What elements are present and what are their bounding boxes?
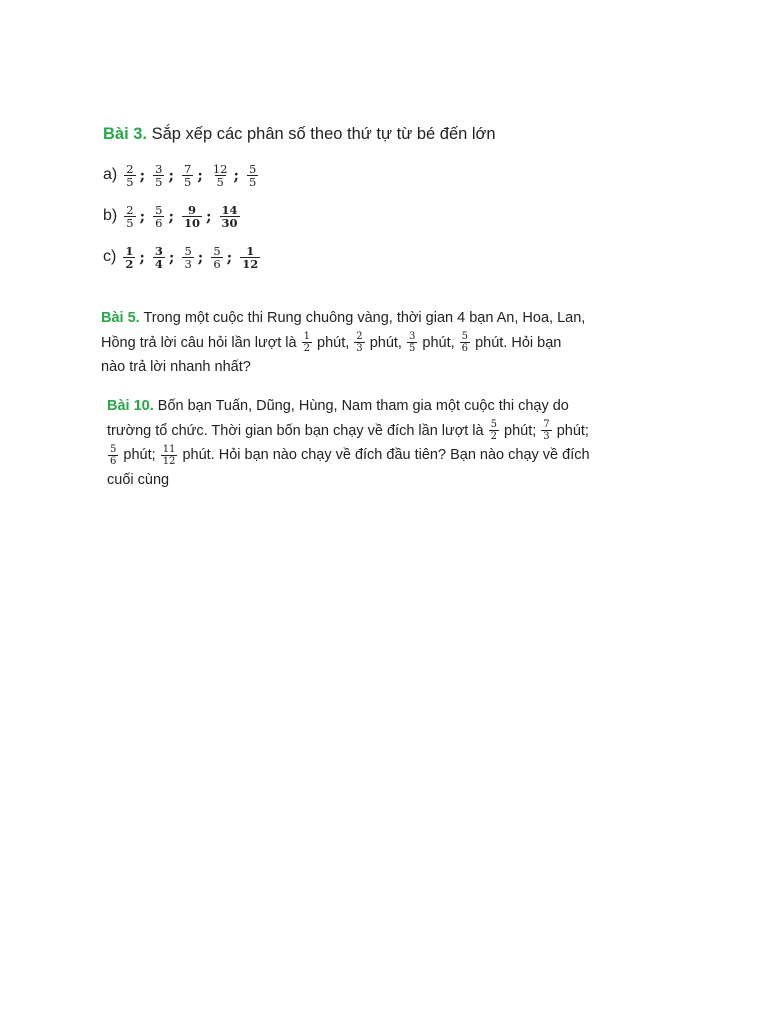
fraction-item (152, 245, 182, 270)
numerator: 3 (154, 243, 163, 258)
separator: ; (139, 166, 146, 184)
fraction (153, 163, 164, 188)
denominator: 30 (221, 215, 238, 230)
fraction: $\frac{5}{6}$ (461, 331, 469, 355)
numerator: 9 (187, 202, 196, 217)
numerator: 1 (246, 243, 255, 258)
denominator: 2 (125, 256, 134, 271)
numerator: 5 (155, 202, 163, 217)
fraction: $\frac{11}{12}$ (162, 443, 176, 467)
fraction-item (122, 245, 152, 270)
numerator: 1 (125, 243, 134, 258)
fraction (182, 204, 202, 229)
fraction-item (210, 163, 246, 188)
row-label: a) (103, 166, 118, 183)
fraction: $\frac{5}{6}$ (110, 443, 117, 467)
fraction (182, 163, 193, 188)
problem-5-text-segment: phút. Hỏi bạn (471, 334, 562, 351)
problem-10-line4: cuối cùng (107, 471, 170, 488)
problem-5-line1: Trong một cuộc thi Rung chuông vàng, thời gian 4 bạn An, Hoa, Lan, (139, 310, 586, 326)
numerator: 5 (249, 161, 257, 176)
numerator: 2 (126, 202, 134, 217)
fraction-item (239, 245, 271, 270)
fraction-row (103, 201, 603, 231)
fraction-row (103, 242, 603, 272)
fraction (123, 245, 135, 270)
denominator: 5 (126, 215, 134, 230)
denominator: 10 (183, 215, 200, 230)
denominator: 6 (213, 256, 221, 271)
fraction-item (123, 163, 152, 188)
problem-3-heading (103, 122, 603, 146)
problem-5-line3: nào trả lời nhanh nhất? (101, 359, 251, 375)
numerator: 2 (126, 161, 134, 176)
row-label: c) (103, 248, 117, 265)
problem-10-text-segment: phút; (499, 422, 541, 439)
separator: ; (168, 207, 174, 225)
numerator: 5 (184, 243, 192, 258)
problem-10-text-segment: phút; (552, 422, 589, 439)
denominator: 5 (249, 174, 257, 189)
problem-10-text (107, 394, 603, 492)
fraction-item (181, 204, 219, 229)
fraction-item (246, 163, 269, 188)
fraction: $\frac{7}{3}$ (543, 419, 550, 443)
problem-10-line1: Bốn bạn Tuấn, Dũng, Hùng, Nam tham gia một cuộc thi chạy do (153, 398, 569, 414)
fraction (153, 204, 164, 229)
numerator: 3 (155, 161, 163, 176)
numerator: 12 (212, 161, 228, 176)
fraction (211, 245, 222, 270)
separator: ; (226, 248, 233, 266)
denominator: 5 (155, 174, 163, 189)
fraction-item (152, 163, 181, 188)
fraction: $\frac{5}{2}$ (490, 419, 497, 443)
separator: ; (168, 166, 174, 184)
denominator: 6 (155, 215, 163, 230)
separator: ; (233, 166, 240, 184)
fraction-item (219, 204, 251, 229)
separator: ; (139, 207, 146, 225)
row-label: b) (103, 207, 118, 224)
fraction (247, 163, 258, 188)
separator: ; (197, 166, 203, 184)
fraction-item (181, 163, 210, 188)
fraction (153, 245, 165, 270)
fraction-row (103, 160, 603, 190)
problem-5-text-segment: phút, (365, 334, 406, 351)
problem-5-text-segment: phút, (312, 334, 354, 351)
denominator: 4 (154, 256, 163, 271)
problem-3-rows (103, 160, 603, 272)
fraction: $\frac{2}{3}$ (356, 331, 363, 355)
fraction (220, 204, 240, 229)
problem-3-title: Sắp xếp các phân số theo thứ tự từ bé đến lớn (147, 125, 496, 143)
denominator: 5 (126, 174, 134, 189)
problem-5-line2-prefix: Hồng trả lời câu hỏi lần lượt là (101, 334, 301, 351)
numerator: 7 (183, 161, 192, 176)
fraction (182, 245, 193, 270)
denominator: 3 (184, 256, 192, 271)
problem-10 (107, 394, 603, 492)
denominator: 5 (183, 174, 192, 189)
fraction: $\frac{1}{2}$ (303, 331, 310, 355)
problem-5-text-segment: phút, (418, 334, 459, 351)
problem-5 (101, 306, 601, 380)
separator: ; (168, 248, 175, 266)
fraction: $\frac{3}{5}$ (408, 331, 416, 355)
fraction-item (123, 204, 152, 229)
problem-10-text-segment: phút; (119, 447, 160, 463)
problem-3-label: Bài 3. (103, 125, 148, 143)
separator: ; (139, 248, 145, 266)
denominator: 5 (216, 174, 224, 189)
separator: ; (206, 207, 212, 225)
fraction (211, 163, 230, 188)
problem-5-text (101, 306, 601, 380)
fraction (240, 245, 260, 270)
fraction-item (210, 245, 239, 270)
problem-10-label: Bài 10. (107, 398, 154, 414)
separator: ; (197, 248, 204, 266)
fraction-item (152, 204, 181, 229)
fraction-item (181, 245, 210, 270)
problem-3 (103, 122, 603, 272)
numerator: 14 (221, 202, 238, 217)
fraction (124, 204, 135, 229)
denominator: 12 (242, 256, 259, 271)
numerator: 5 (213, 243, 221, 258)
problem-10-line2-prefix: trường tổ chức. Thời gian bốn bạn chạy về đích lần lượt là (107, 422, 488, 439)
fraction (124, 163, 135, 188)
problem-5-label: Bài 5. (101, 310, 140, 326)
problem-10-text-segment: phút. Hỏi bạn nào chạy về đích đầu tiên? Bạn nào chạy về đích (178, 447, 590, 463)
